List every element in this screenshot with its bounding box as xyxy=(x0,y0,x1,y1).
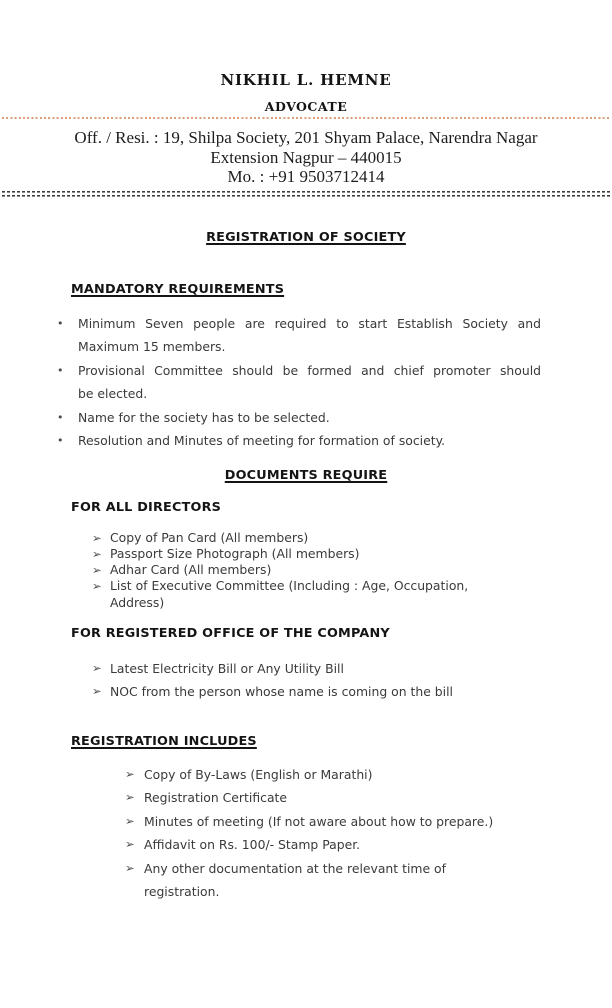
list-item xyxy=(57,359,541,406)
list-item-text xyxy=(144,810,541,834)
for-all-directors-list xyxy=(92,530,541,611)
list-item-line: Minimum Seven people are required to start Establish Society and xyxy=(78,315,541,331)
for-registered-office-heading: FOR REGISTERED OFFICE OF THE COMPANY xyxy=(71,625,390,641)
arrow-bullet-icon: ➢ xyxy=(92,563,102,578)
list-item-text xyxy=(78,429,541,453)
accent-dotted-line xyxy=(2,117,610,119)
address-line: Off. / Resi. : 19, Shilpa Society, 201 Shyam Palace, Narendra Nagar xyxy=(74,128,538,147)
address-line: Extension Nagpur – 440015 xyxy=(210,147,402,167)
arrow-bullet-icon: ➢ xyxy=(92,546,102,561)
list-item xyxy=(92,530,541,546)
list-item-line: Name for the society has to be selected. xyxy=(78,409,330,425)
list-item-line: Maximum 15 members. xyxy=(78,339,226,354)
list-item xyxy=(125,833,541,857)
bullet-icon: • xyxy=(57,434,64,447)
registration-includes-heading: REGISTRATION INCLUDES xyxy=(71,733,257,749)
list-item xyxy=(92,562,541,578)
bullet-icon: • xyxy=(57,363,64,377)
list-item-text xyxy=(78,406,541,430)
list-item-line: Minutes of meeting (If not aware about how to prepare.) xyxy=(144,813,494,829)
document-content xyxy=(71,282,541,297)
list-item xyxy=(92,578,541,611)
list-item-text xyxy=(110,578,541,611)
list-item xyxy=(92,680,541,704)
mandatory-requirements-list xyxy=(57,312,541,453)
arrow-bullet-icon: ➢ xyxy=(125,860,135,875)
list-item xyxy=(125,857,541,904)
arrow-bullet-icon: ➢ xyxy=(125,813,135,828)
list-item-line: Resolution and Minutes of meeting for formation of society. xyxy=(78,433,446,448)
address-block xyxy=(0,128,612,187)
arrow-bullet-icon: ➢ xyxy=(92,579,102,594)
list-item-text xyxy=(144,786,541,810)
arrow-bullet-icon: ➢ xyxy=(125,766,135,781)
double-dashed-divider xyxy=(2,191,610,197)
list-item-text xyxy=(78,359,541,406)
list-item-text xyxy=(78,312,541,359)
list-item-text xyxy=(144,833,541,857)
list-item-line: be elected. xyxy=(78,386,148,401)
list-item-line: Copy of Pan Card (All members) xyxy=(110,529,309,545)
list-item xyxy=(92,657,541,681)
list-item-line: Passport Size Photograph (All members) xyxy=(110,545,360,561)
list-item-line: NOC from the person whose name is coming on the bill xyxy=(110,684,453,700)
arrow-bullet-icon: ➢ xyxy=(92,530,102,545)
list-item-text xyxy=(110,657,541,681)
list-item xyxy=(125,810,541,834)
list-item-text xyxy=(110,530,541,546)
list-item-line: Affidavit on Rs. 100/- Stamp Paper. xyxy=(144,837,361,853)
list-item-line: List of Executive Committee (Including : Age, Occupation, xyxy=(110,578,469,594)
list-item-text xyxy=(110,562,541,578)
letterhead xyxy=(0,72,612,197)
advocate-name: NIKHIL L. HEMNE xyxy=(220,71,392,89)
list-item xyxy=(57,406,541,430)
list-item-text xyxy=(144,763,541,787)
list-item-line: Provisional Committee should be formed and chief promoter should xyxy=(78,362,541,378)
list-item xyxy=(92,546,541,562)
list-item-line: Address) xyxy=(110,594,165,610)
bullet-icon: • xyxy=(57,316,64,330)
list-item-line: Adhar Card (All members) xyxy=(110,562,272,578)
arrow-bullet-icon: ➢ xyxy=(125,837,135,852)
bullet-icon: • xyxy=(57,410,64,424)
list-item-text xyxy=(110,546,541,562)
advocate-title: ADVOCATE xyxy=(264,99,348,114)
registration-includes-list xyxy=(125,763,541,904)
list-item-line: Any other documentation at the relevant time of xyxy=(144,860,446,876)
arrow-bullet-icon: ➢ xyxy=(92,684,102,699)
documents-require-heading: DOCUMENTS REQUIRE xyxy=(224,467,388,483)
for-registered-office-list xyxy=(92,657,541,704)
list-item-line: Copy of By-Laws (English or Marathi) xyxy=(144,766,373,782)
list-item-line: Latest Electricity Bill or Any Utility Bill xyxy=(110,660,344,676)
list-item-text xyxy=(110,680,541,704)
for-all-directors-heading: FOR ALL DIRECTORS xyxy=(71,499,222,515)
list-item-line: Registration Certificate xyxy=(144,790,288,806)
list-item xyxy=(125,763,541,787)
list-item-line: registration. xyxy=(144,884,220,900)
arrow-bullet-icon: ➢ xyxy=(92,660,102,675)
list-item xyxy=(57,429,541,453)
list-item xyxy=(125,786,541,810)
list-item-text xyxy=(144,857,541,904)
mandatory-requirements-heading: MANDATORY REQUIREMENTS xyxy=(71,281,285,297)
document-title: REGISTRATION OF SOCIETY xyxy=(206,229,406,245)
arrow-bullet-icon: ➢ xyxy=(125,790,135,805)
phone-line: Mo. : +91 9503712414 xyxy=(227,167,385,186)
list-item xyxy=(57,312,541,359)
